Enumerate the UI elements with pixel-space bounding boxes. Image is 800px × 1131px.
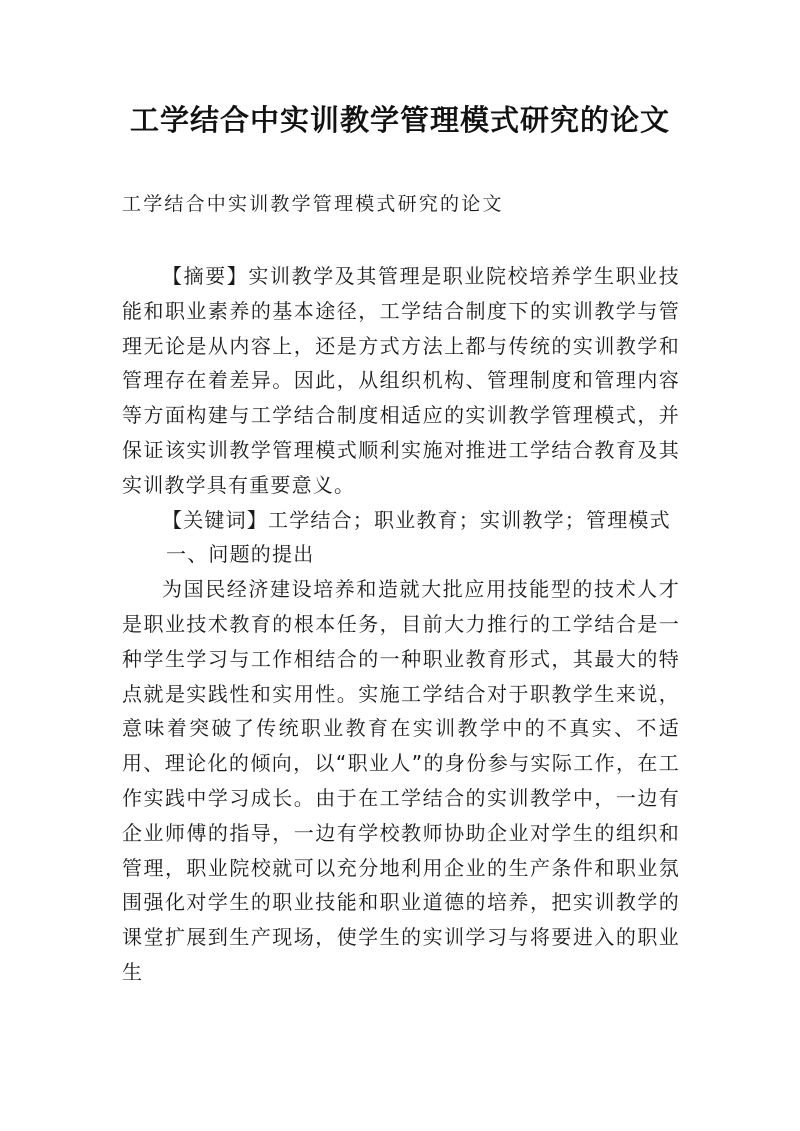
abstract-paragraph: 【摘要】实训教学及其管理是职业院校培养学生职业技能和职业素养的基本途径，工学结合制度下的实训教学与管理无论是从内容上，还是方式方法上都与传统的实训教学和管理存在着差异。因此，从组织机构、管理制度和管理内容等方面构建与工学结合制度相适应的实训教学管理模式，并保证该实训教学管理模式顺利实施对推进工学结合教育及其实训教学具有重要意义。 bbox=[122, 264, 680, 497]
document-body bbox=[122, 259, 680, 990]
document-title: 工学结合中实训教学管理模式研究的论文 bbox=[129, 103, 670, 137]
document-subtitle: 工学结合中实训教学管理模式研究的论文 bbox=[122, 193, 504, 215]
section-body-paragraph: 为国民经济建设培养和造就大批应用技能型的技术人才是职业技术教育的根本任务，目前大力推行的工学结合是一种学生学习与工作相结合的一种职业教育形式，其最大的特点就是实践性和实用性。实施工学结合对于职教学生来说，意味着突破了传统职业教育在实训教学中的不真实、不适用、理论化的倾向，以“职业人”的身份参与实际工作，在工作实践中学习成长。由于在工学结合的实训教学中，一边有企业师傅的指导，一边有学校教师协助企业对学生的组织和管理，职业院校就可以充分地利用企业的生产条件和职业氛围强化对学生的职业技能和职业道德的培养，把实训教学的课堂扩展到生产现场，使学生的实训学习与将要进入的职业生 bbox=[122, 577, 680, 984]
keywords-paragraph: 【关键词】工学结合；职业教育；实训教学；管理模式 bbox=[162, 507, 671, 532]
section-heading: 一、问题的提出 bbox=[166, 542, 315, 567]
